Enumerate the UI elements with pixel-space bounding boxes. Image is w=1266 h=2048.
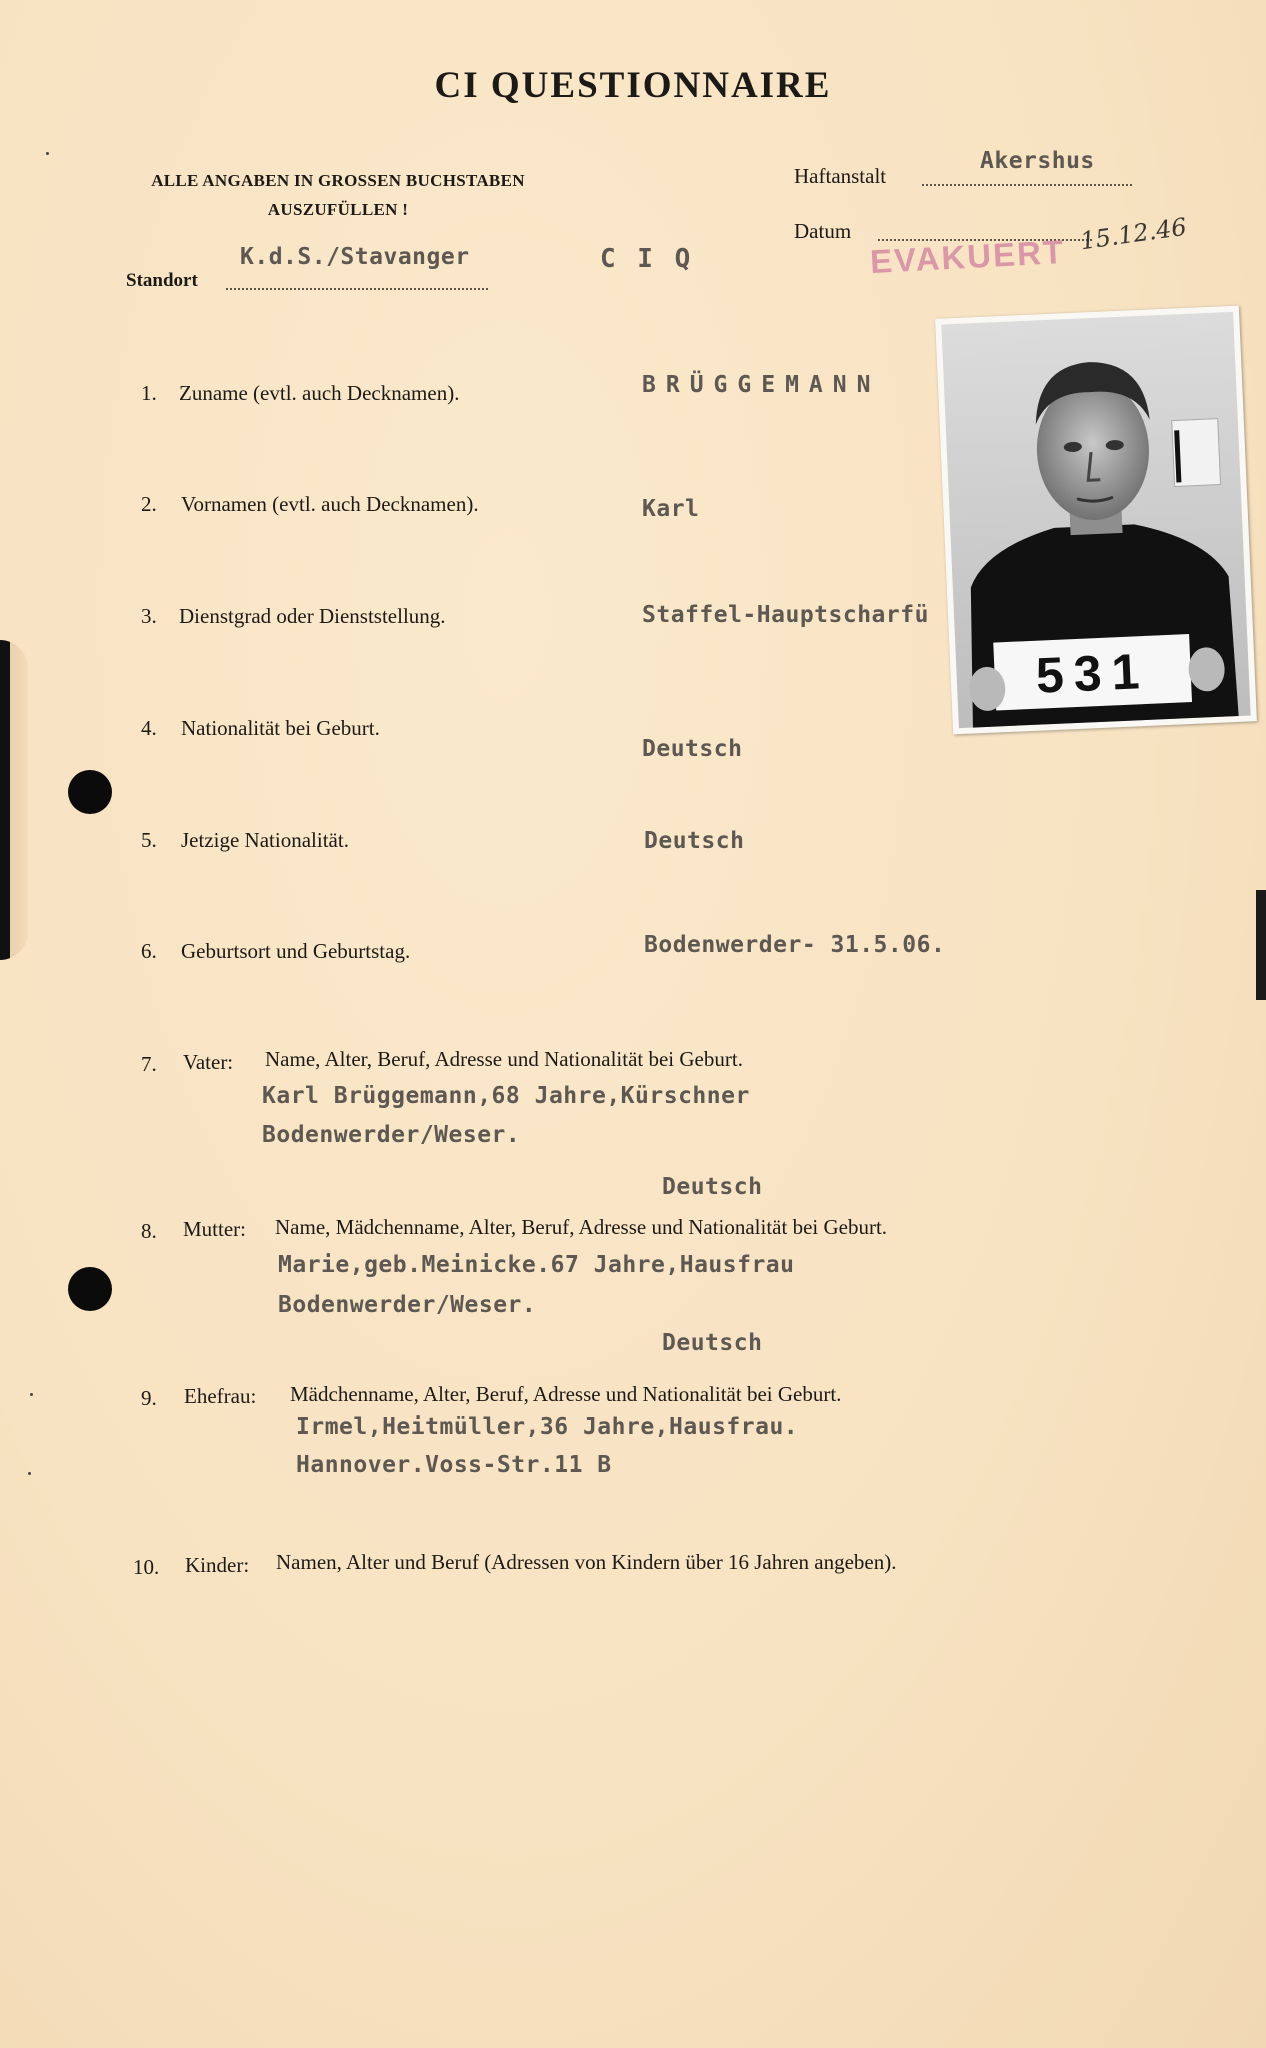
mutter-label: Name, Mädchenname, Alter, Beruf, Adresse und Nationalität bei Geburt.: [275, 1215, 888, 1239]
ciq-code: C I Q: [600, 244, 694, 274]
portrait-image: [935, 306, 1257, 735]
folder-edge: [0, 640, 28, 960]
field-number: 6.: [141, 939, 157, 963]
ehefrau-line-1: Irmel,Heitmüller,36 Jahre,Hausfrau.: [296, 1414, 799, 1440]
vornamen-label: Vornamen (evtl. auch Decknamen).: [181, 492, 479, 516]
field-number: 5.: [141, 828, 157, 852]
field-number: 10.: [133, 1555, 160, 1579]
haftanstalt-line: [922, 184, 1132, 186]
field-number: 8.: [141, 1219, 157, 1243]
vater-nationality: Deutsch: [662, 1174, 763, 1200]
standort-label: Standort: [126, 270, 198, 291]
mutter-line-2: Bodenwerder/Weser.: [278, 1292, 537, 1318]
punch-hole: [68, 770, 112, 814]
speck: [30, 1393, 33, 1396]
evakuert-stamp: EVAKUERT: [869, 232, 1066, 281]
vater-line-2: Bodenwerder/Weser.: [262, 1122, 521, 1148]
field-number: 3.: [141, 604, 157, 628]
vater-key: Vater:: [183, 1050, 234, 1074]
geburtsort-value: Bodenwerder- 31.5.06.: [644, 932, 946, 958]
field-number: 2.: [141, 492, 157, 516]
vater-label: Name, Alter, Beruf, Adresse und Nationalität bei Geburt.: [265, 1047, 743, 1071]
instruction-line: AUSZUFÜLLEN !: [267, 200, 409, 219]
ehefrau-line-2: Hannover.Voss-Str.11 B: [296, 1452, 612, 1478]
zuname-value: BRÜGGEMANN: [642, 372, 881, 398]
nationalitaet-geburt-value: Deutsch: [642, 736, 743, 762]
dienstgrad-value: Staffel-Hauptscharfü: [642, 602, 929, 628]
jetzige-nationalitaet-value: Deutsch: [644, 828, 745, 854]
field-number: 4.: [141, 716, 157, 740]
vater-line-1: Karl Brüggemann,68 Jahre,Kürschner: [262, 1083, 750, 1109]
prisoner-photo: [935, 306, 1257, 735]
datum-value: 15.12.46: [1078, 212, 1189, 256]
punch-hole: [68, 1267, 112, 1311]
page-title: CI QUESTIONNAIRE: [434, 65, 832, 106]
instruction-line: ALLE ANGABEN IN GROSSEN BUCHSTABEN: [151, 171, 525, 190]
geburtsort-label: Geburtsort und Geburtstag.: [181, 939, 411, 963]
datum-label: Datum: [794, 219, 852, 243]
zuname-label: Zuname (evtl. auch Decknamen).: [179, 381, 460, 405]
standort-value: K.d.S./Stavanger: [240, 244, 470, 270]
dienstgrad-label: Dienstgrad oder Dienststellung.: [179, 604, 446, 628]
field-number: 1.: [141, 381, 157, 405]
haftanstalt-value: Akershus: [980, 148, 1095, 174]
standort-line: [226, 288, 488, 290]
kinder-key: Kinder:: [185, 1553, 250, 1577]
ehefrau-label: Mädchenname, Alter, Beruf, Adresse und Nationalität bei Geburt.: [290, 1382, 842, 1406]
ehefrau-key: Ehefrau:: [184, 1384, 257, 1408]
kinder-label: Namen, Alter und Beruf (Adressen von Kindern über 16 Jahren angeben).: [276, 1550, 897, 1574]
mutter-nationality: Deutsch: [662, 1330, 763, 1356]
jetzige-nationalitaet-label: Jetzige Nationalität.: [181, 828, 349, 852]
speck: [46, 152, 49, 155]
field-number: 9.: [141, 1386, 157, 1410]
mutter-line-1: Marie,geb.Meinicke.67 Jahre,Hausfrau: [278, 1252, 795, 1278]
nationalitaet-geburt-label: Nationalität bei Geburt.: [181, 716, 380, 740]
fill-instruction: [118, 166, 558, 224]
folder-clip: [1256, 890, 1266, 1000]
mutter-key: Mutter:: [183, 1217, 246, 1241]
field-number: 7.: [141, 1052, 157, 1076]
speck: [28, 1472, 31, 1475]
haftanstalt-label: Haftanstalt: [794, 164, 887, 188]
vornamen-value: Karl: [642, 496, 700, 522]
photo-number: 531: [1034, 642, 1151, 704]
